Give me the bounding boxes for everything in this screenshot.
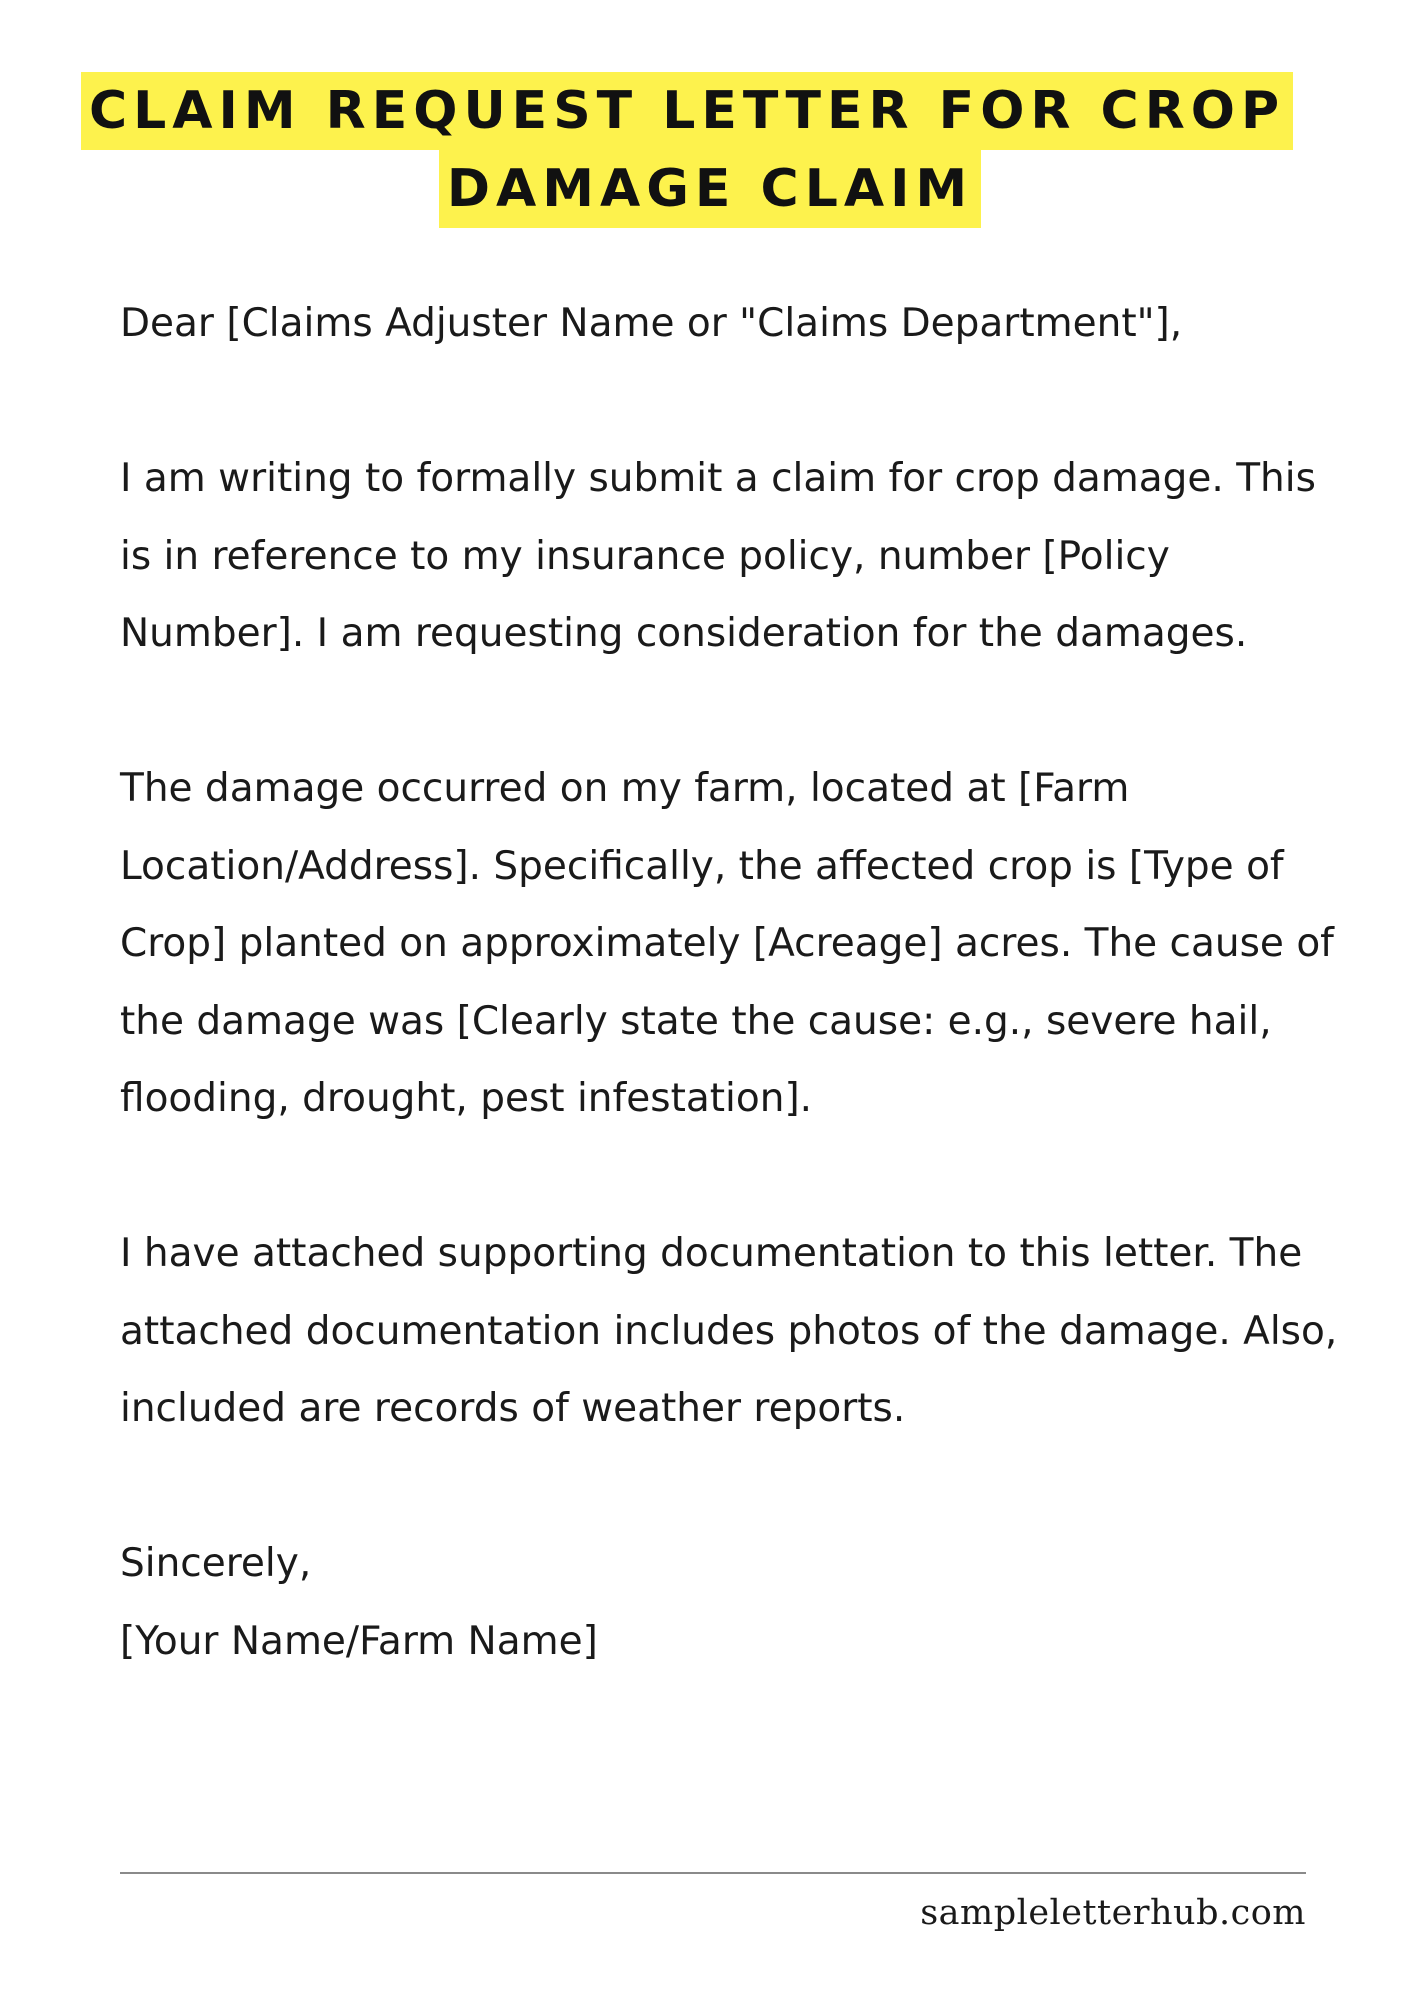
- paragraph-damage-details: The damage occurred on my farm, located at [Farm Location/Address]. Specifically, the affected crop is [Type of Crop] planted on approximately [Acreage] acres. The cause of the damage was [Clearly state the cause: e.g., severe hail, flooding, drought, pest infestation].: [120, 766, 1334, 1121]
- title-line-1: CLAIM REQUEST LETTER FOR CROP: [81, 72, 1293, 150]
- signature: [Your Name/Farm Name]: [120, 1618, 598, 1664]
- paragraph-documentation: I have attached supporting documentation to this letter. The attached documentation includes photos of the damage. Also, included are records of weather reports.: [120, 1231, 1338, 1431]
- title-line-2: DAMAGE CLAIM: [439, 150, 981, 228]
- paragraph-claim-intro: I am writing to formally submit a claim for crop damage. This is in reference to my insurance policy, number [Policy Number]. I am requesting consideration for the damages.: [120, 456, 1316, 656]
- closing: Sincerely,: [120, 1541, 312, 1586]
- page-title: [0, 72, 1414, 228]
- letter-body: [120, 285, 1340, 1680]
- footer-divider: [120, 1872, 1306, 1874]
- footer-site: sampleletterhub.com: [920, 1893, 1306, 1933]
- salutation: Dear [Claims Adjuster Name or "Claims Department"],: [120, 301, 1183, 346]
